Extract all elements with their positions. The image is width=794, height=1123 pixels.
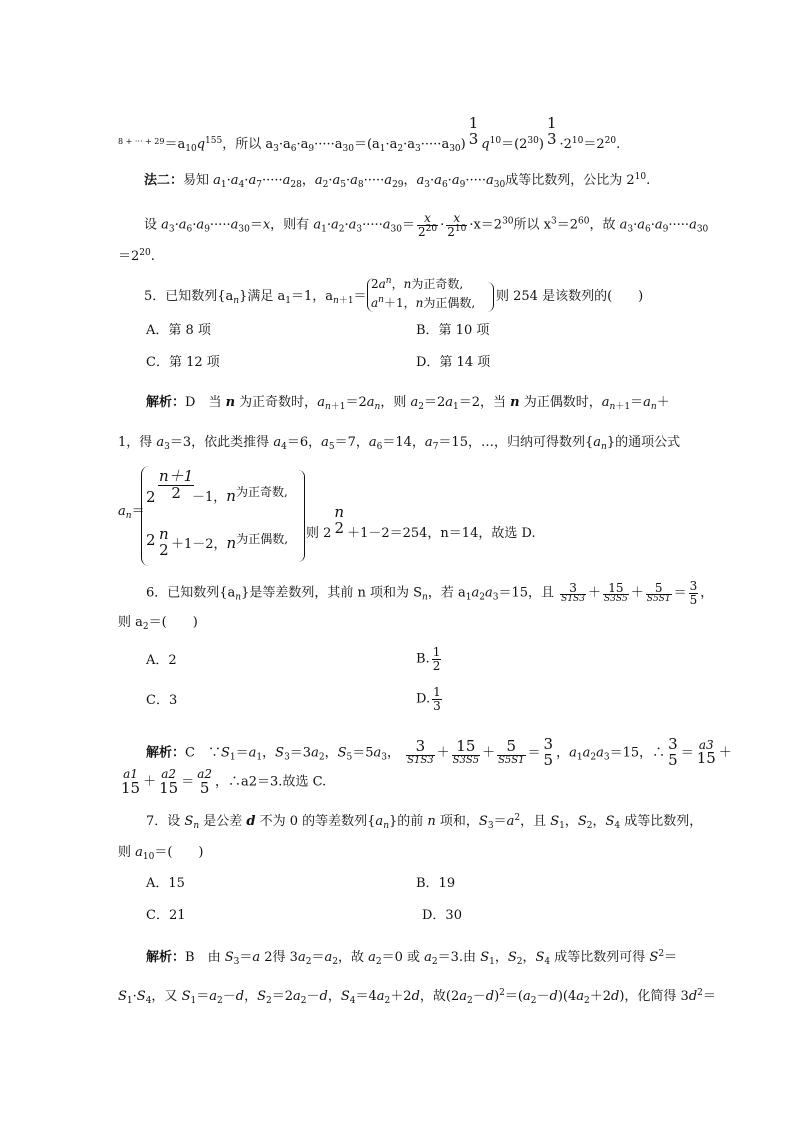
q5-solution-line-2: 1，得 $a_3=3$，依此类推得 $a_4=6$，$a_5=7$，$a_6=14$，$a_7=15$，…，归纳可得数列$\{a_n\}$的通项公式 — [118, 435, 681, 452]
q5-stem: 5．已知数列$\{a_n\}$满足 $a_1=1$，$a_{n+1}=$ — [144, 289, 367, 306]
set-line-2: $=2^{20}$. — [118, 248, 155, 264]
q6-stem-2: 则 $a_2=$( ) — [118, 615, 198, 632]
case-2-exponent: n 2 — [159, 525, 169, 559]
q5-option-d: D．第 14 项 — [416, 355, 491, 370]
q6-frac-3: $\frac{5}{S5S1}$ — [646, 580, 671, 605]
q6-option-d: D. $\frac{1}{3}$ — [416, 685, 441, 713]
q7-option-b: B．19 — [416, 876, 456, 891]
method-two-line: 法二：易知 $a_1\cdot a_4\cdot a_7\cdot\cdot\cdot\cdot\cdot a_{28}$，$a_2\cdot a_5\cdot a_8\cdot\cdot\cdot\cdot\cdot a_{29}$，$a_3\cdot a_6\cdot a_9\cdot\cdot\cdot\cdot\cdot a_{30}$成等比数列，公比为 $2^{10}$. — [144, 172, 651, 190]
q7-solution-line-1: 解析：B 由 $S_3=a$ 2得 $3a_2=a_2$，故 $a_2=0$ 或 $a_2=3$.由 $S_1$，$S_2$，$S_4$ 成等比数列可得 $S^2=$ — [146, 949, 678, 967]
q5-option-a: A．第 8 项 — [146, 323, 211, 338]
general-term-label: $a_n=$ — [118, 504, 145, 521]
q7-solution-line-2: $S_1\cdot S_4$，又 $S_1=a_2-d$，$S_2=2a_2-d$，$S_4=4a_2+2d$，故$(2a_2-d)^2=(a_2-d)(4a_2+2d)$，化简得 $3d^2=$ — [118, 988, 716, 1006]
q5-option-c: C．第 12 项 — [146, 355, 220, 370]
general-term-brace — [141, 466, 150, 566]
then-line: 则 2 n 2 ＋1－2＝254，n＝14，故选 D. — [306, 503, 536, 541]
q7-stem-2: 则 $a_{10}=$( ) — [118, 845, 204, 862]
q6-frac-1: $\frac{3}{S1S3}$ — [561, 580, 585, 605]
q6-option-b: B. $\frac{1}{2}$ — [416, 645, 441, 673]
exp-fragment: 8 + ··· + 29 — [118, 136, 165, 146]
case-2-rest: ＋1－2，n为正偶数, — [171, 532, 289, 552]
q5-stem-end: 则 254 是该数列的( ) — [496, 289, 644, 304]
case-1-exponent: $\frac{n+1}{2}$ — [159, 467, 194, 502]
q7-stem: 7．设 $S_n$ 是公差 d 不为 0 的等差数列$\{a_n\}$的前 n 项和，$S_3=a^2$，且 $S_1$，$S_2$，$S_4$ 成等比数列， — [146, 813, 703, 831]
fraction-one-third-2: 1 3 — [546, 114, 557, 148]
q5-case-2: $a^n+1$，n为正偶数, — [371, 295, 476, 310]
q6-solution-line-2: a1 15 ＋ a2 15 ＝ a2 5 ，∴a2＝3.故选 C. — [121, 767, 327, 797]
set-line: 设 $a_3\cdot a_6\cdot a_9\cdot\cdot\cdot\cdot\cdot a_{30}=x$，则有 $a_1\cdot a_2\cdot a_3\cdot\cdot\cdot\cdot\cdot a_{30}=$ $\frac{x}{2^{20}}$ · $\frac{x}{2^{10}}$ $\cdot x=2^{30}$所以 $x^3=2^{60}$，故 $a_3\cdot a_6\cdot a_9\cdot\cdot\cdot\cdot\cdot a_{30}$ — [144, 211, 709, 239]
q6-option-c: C．3 — [146, 693, 178, 708]
q5-option-b: B．第 10 项 — [416, 323, 490, 338]
case-2-base: 2 — [146, 531, 156, 549]
q6-option-a: A．2 — [146, 653, 177, 668]
q5-case-1: $2a^n$，n为正奇数, — [371, 276, 464, 291]
formula-line-1: $^{8 + \cdot\cdot\cdot + 29}=a_{10}q^{155}$，所以 $a_3\cdot a_6\cdot a_9\cdot\cdot\cdot\cdot\cdot a_{30}=(a_1\cdot a_2\cdot a_3\cdot\cdot\cdot\cdot\cdot a_{30})$ 1 3 $q^{10}=(2^{30})$ 1 3 $\cdot 2^{10}=2^{20}$. — [118, 114, 621, 154]
q7-option-c: C．21 — [146, 908, 186, 923]
q5-solution-line-1: 解析：D 当 n 为正奇数时，$a_{n+1}=2a_n$，则 $a_2=2a_1=2$，当 n 为正偶数时，$a_{n+1}=a_n+$ — [146, 395, 670, 412]
q6-frac-2: $\frac{15}{S3S5}$ — [603, 580, 628, 605]
q5-right-brace — [487, 282, 494, 312]
case-1-base: 2 — [146, 488, 156, 506]
fraction-one-third: 1 3 — [468, 114, 479, 148]
q6-solution-line-1: 解析：C $\because S_1=a_1$，$S_3=3a_2$，$S_5=5a_3$， $\frac{3}{S1S3}$ ＋ $\frac{15}{S3S5}$ ＋ $\frac{5}{S5S1}$ ＝ 3 5 ，$a_1a_2a_3=15$，∴ 3 5 ＝ a3 15 ＋ — [146, 735, 732, 769]
q6-frac-4: $\frac{3}{5}$ — [689, 579, 698, 607]
case-1-rest: －1，n为正奇数, — [192, 485, 288, 505]
general-term-right-brace — [298, 470, 305, 562]
fraction-x-over-2-10: $\frac{x}{2^{10}}$ — [447, 211, 467, 239]
q7-option-a: A．15 — [146, 876, 185, 891]
q6-stem: 6．已知数列$\{a_n\}$是等差数列，其前 n 项和为 $S_n$，若 $a_1a_2a_3=15$，且 $\frac{3}{S1S3}$ ＋ $\frac{15}{S3S5}$ ＋ $\frac{5}{S5S1}$ ＝ $\frac{3}{5}$ ， — [146, 579, 714, 607]
q7-option-d: D．30 — [422, 908, 462, 923]
fraction-x-over-2-20: $\frac{x}{2^{20}}$ — [418, 211, 438, 239]
